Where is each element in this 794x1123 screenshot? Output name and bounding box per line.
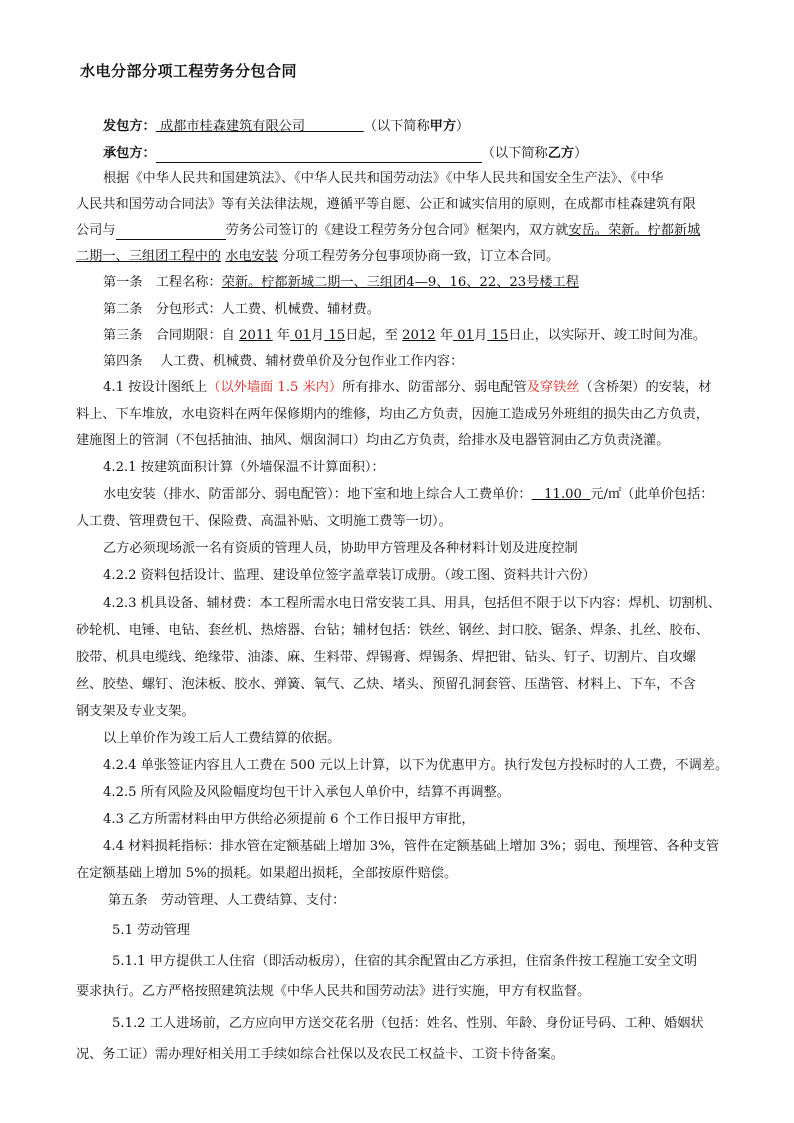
project-name: 荣新。柠都新城二期一、三组团4—9、16、22、23号楼工程 — [221, 275, 579, 290]
section-4-2-3-line-4: 丝、胶垫、螺钉、泡沫板、胶水、弹簧、氧气、乙炔、堵头、预留孔洞套管、压凿管、材料上、下车，不含 — [76, 677, 696, 692]
preamble-line-1: 根据《中华人民共和国建筑法》、《中华人民共和国劳动法》《中华人民共和国安全生产法》、《中华 — [103, 171, 664, 186]
section-4-2-1-line-3: 乙方必须现场派一名有资质的管理人员，协助甲方管理及各种材料计划及进度控制 — [103, 541, 578, 556]
section-4-2-4: 4.2.4 单张签证内容且人工费在 500 元以上计算，以下为优惠甲方。执行发包方投标时的人工费，不调差。 — [103, 758, 729, 773]
section-5-1-1-line-1: 5.1.1 甲方提供工人住宿（即活动板房），住宿的其余配置由乙方承担，住宿条件按工程施工安全文明 — [112, 954, 698, 969]
section-4-3: 4.3 乙方所需材料由甲方供给必须提前 6 个工作日报甲方审批， — [103, 812, 475, 827]
party-a-line: 发包方： 成都市桂森建筑有限公司 （以下简称甲方） — [103, 119, 470, 134]
section-4-2-3-line-1: 4.2.3 机具设备、辅材费：本工程所需水电日常安装工具、用具，包括但不限于以下内容：焊机、切割机、 — [103, 596, 721, 611]
section-5-1: 5.1 劳动管理 — [112, 923, 190, 938]
labour-company-blank — [116, 225, 226, 240]
section-4-2-2: 4.2.2 资料包括设计、监理、建设单位签字盖章装订成册。（竣工图、资料共计六份） — [103, 568, 596, 583]
party-b-blank — [156, 148, 482, 163]
section-4-4-line-2: 在定额基础上增加 5%的损耗。如果超出损耗，全部按原件赔偿。 — [76, 866, 458, 881]
section-4-2-1-line-2: 人工费、管理费包干、保险费、高温补贴、文明施工费等一切）。 — [76, 514, 452, 529]
section-4-2-3-line-5: 钢支架及专业支架。 — [76, 704, 195, 719]
section-4-2-3-line-3: 胶带、机具电缆线、绝缘带、油漆、麻、生料带、焊锡膏、焊锡条、焊把钳、钻头、钉子、切割片、自攻螺 — [76, 650, 696, 665]
section-5-1-2-line-1: 5.1.2 工人进场前，乙方应向甲方送交花名册（包括：姓名、性别、年龄、身份证号码、工种、婚姻状 — [112, 1016, 704, 1031]
section-4-2-3-line-2: 砂轮机、电锤、电钻、套丝机、热熔器、台钻；辅材包括：铁丝、钢丝、封口胶、锯条、焊条、扎丝、胶布、 — [76, 623, 709, 638]
section-4-2-5: 4.2.5 所有风险及风险幅度均包干计入承包人单价中，结算不再调整。 — [103, 785, 510, 800]
article-3: 第三条 合同期限：自 2011 年 01月 15日起，至 2012 年 01月 15日止，以实际开、竣工时间为准。 — [103, 328, 707, 343]
section-5-1-2-line-2: 况、务工证）需办理好相关用工手续如综合社保以及农民工权益卡、工资卡待备案。 — [76, 1047, 564, 1062]
party-a-company: 成都市桂森建筑有限公司 — [159, 119, 306, 134]
section-4-2-1-line-1: 水电安装（排水、防雷部分、弱电配管）：地下室和地上综合人工费单价： 11.00 元/㎡（此单价包括： — [103, 487, 714, 502]
section-4-1-line-2: 料上、下车堆放，水电资料在两年保修期内的维修，均由乙方负责，因施工造成另外班组的损失由乙方负责， — [76, 407, 709, 422]
party-b-label: 承包方： — [103, 146, 156, 161]
section-4-4-line-1: 4.4 材料损耗指标：排水管在定额基础上增加 3%，管件在定额基础上增加 3%；弱电、预埋管、各种支管 — [103, 839, 720, 854]
section-4-1-line-1: 4.1 按设计图纸上（以外墙面 1.5 米内）所有排水、防雷部分、弱电配管及穿铁丝（含桥架）的安装，材 — [103, 380, 712, 395]
section-4-2-3-line-6: 以上单价作为竣工后人工费结算的依据。 — [103, 731, 341, 746]
article-2: 第二条 分包形式：人工费、机械费、辅材费。 — [103, 302, 380, 317]
unit-price: 11.00 — [544, 487, 582, 502]
article-4: 第四条 人工费、机械费、辅材费单价及分包作业工作内容： — [103, 354, 464, 369]
section-4-2-1-heading: 4.2.1 按建筑面积计算（外墙保温不计算面积）： — [103, 460, 385, 475]
page-title: 水电分部分项工程劳务分包合同 — [80, 62, 298, 80]
section-4-1-line-3: 建施图上的管洞（不包括抽油、抽风、烟囱洞口）均由乙方负责，给排水及电器管洞由乙方负责浇灌。 — [76, 433, 670, 448]
party-a-label: 发包方： — [103, 119, 156, 134]
section-5-1-1-line-2: 要求执行。乙方严格按照建筑法规《中华人民共和国劳动法》进行实施，甲方有权监督。 — [76, 984, 591, 999]
article-5: 第五条 劳动管理、人工费结算、支付： — [108, 893, 346, 908]
preamble-line-4: 二期一、三组团工程中的 水电安装 分项工程劳务分包事项协商一致，订立本合同。 — [76, 249, 560, 264]
preamble-line-3: 公司与 劳务公司签订的《建设工程劳务分包合同》框架内，双方就安岳。荣新。柠都新城 — [76, 223, 701, 238]
party-b-line: 承包方： （以下简称乙方） — [103, 146, 588, 161]
article-1: 第一条 工程名称：荣新。柠都新城二期一、三组团4—9、16、22、23号楼工程 — [103, 275, 579, 290]
preamble-line-2: 人民共和国劳动合同法》等有关法律法规，遵循平等自愿、公正和诚实信用的原则，在成都市桂森建筑有限 — [76, 197, 696, 212]
